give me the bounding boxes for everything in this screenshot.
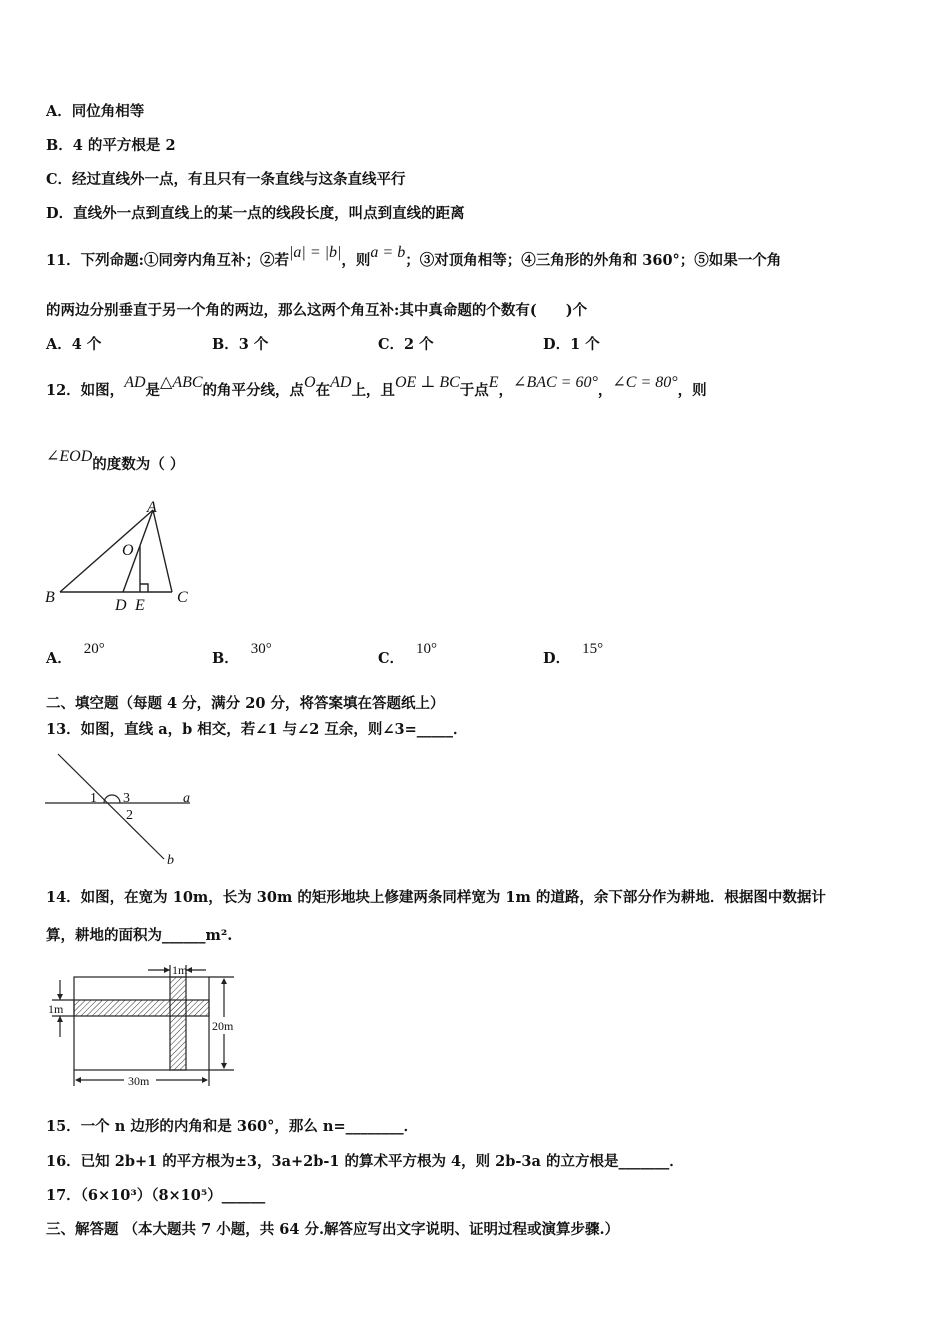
q11-text-3: ；③对顶角相等；④三角形的外角和 360°；⑤如果一个角 [405,252,782,269]
q11-option-d: D．1 个 [543,336,600,353]
q11-text-1: 11．下列命题:①同旁内角互补；②若 [46,252,290,269]
q12-math-perp: OE ⊥ BC [394,374,460,391]
dim-label-top: 1m [172,963,188,977]
q12-triangle-figure [40,500,210,620]
dim-label-right: 20m [212,1019,234,1033]
q12-math-o: O [304,374,316,391]
q12-option-a-value: 20° [83,641,105,657]
q11-option-a: A．4 个 [46,336,102,353]
dim-label-left: 1m [48,1002,64,1016]
q14-field-figure [44,962,254,1092]
q12-math-ad: AD [124,374,146,391]
q10-option-c: C．经过直线外一点，有且只有一条直线与这条直线平行 [46,171,406,188]
side-ac [153,510,172,592]
q11-line2: 的两边分别垂直于另一个角的两边，那么这两个角互补:其中真命题的个数有( )个 [46,302,588,319]
q12-text-8: ， [597,382,613,399]
q12-math-c: ∠C = 80° [612,374,678,391]
section-2-heading: 二、填空题（每题 4 分，满分 20 分，将答案填在答题纸上） [46,695,445,712]
q10-option-d: D．直线外一点到直线上的某一点的线段长度，叫点到直线的距离 [46,205,465,222]
angle-label-2: 2 [126,808,133,823]
q12-option-d-label: D． [543,650,571,667]
q12-option-c-label: C． [378,650,405,667]
q11-math-abs: |a| = |b| [289,244,342,261]
q11-math-eq: a = b [370,244,406,261]
q12-text-2: 是 [145,382,161,399]
q12-option-c-value: 10° [416,641,438,657]
arrow-right-up [221,978,227,984]
q17-text: 17．（6×10³）（8×10⁵）______ [46,1187,266,1204]
q15-text: 15．一个 n 边形的内角和是 360°，那么 n=________． [46,1118,419,1135]
arrow-left-up [57,1016,63,1022]
field-rectangle [74,977,209,1070]
label-o: O [122,542,134,559]
angle-label-1: 1 [90,791,97,806]
q12-math-bac: ∠BAC = 60° [513,374,598,391]
arrow-top-right [164,967,170,973]
line-b [58,754,164,859]
side-ab [60,510,153,592]
arrow-bottom-right [202,1077,208,1083]
q12-option-b-label: B． [212,650,239,667]
vertical-road [170,977,186,1070]
section-3-heading: 三、解答题 （本大题共 7 小题，共 64 分.解答应写出文字说明、证明过程或演算步骤.） [46,1221,620,1238]
dim-label-bottom: 30m [128,1074,150,1088]
q12-math-e: E [488,374,499,391]
q12-option-d-value: 15° [582,641,604,657]
arrow-right-down [221,1063,227,1069]
q11-text-2: ，则 [341,252,371,269]
q14-line2: 算，耕地的面积为______m². [46,927,233,944]
q12-text-9: ，则 [677,382,707,399]
q12-option-b [212,641,272,669]
q12-option-a [46,641,105,669]
q12-text-7: ， [498,382,514,399]
q13-intersecting-lines-figure [40,750,200,870]
q12-text-3: 的角平分线，点 [202,382,305,399]
label-b: B [45,589,55,606]
q16-text: 16．已知 2b+1 的平方根为±3，3a+2b-1 的算术平方根为 4，则 2b-3a 的立方根是_______． [46,1153,684,1170]
q11-option-b: B．3 个 [212,336,269,353]
q12-option-d [543,641,604,669]
line-label-b: b [167,853,174,868]
q10-option-b: B．4 的平方根是 2 [46,137,176,154]
arrow-bottom-left [75,1077,81,1083]
q12-text-10: 的度数为（ ） [92,456,185,473]
label-e: E [135,597,145,614]
q10-option-a: A．同位角相等 [46,103,145,120]
q12-option-c [378,641,438,669]
q12-option-b-value: 30° [250,641,272,657]
q12-math-ad2: AD [330,374,352,391]
q12-math-triangle: △ABC [160,374,203,391]
label-d: D [115,597,127,614]
q13-text: 13．如图，直线 a，b 相交，若∠1 与∠2 互余，则∠3=_____． [46,721,468,738]
q12-option-a-label: A． [46,650,72,667]
q12-line1 [46,374,707,401]
arrow-left-down [57,994,63,1000]
q12-text-4: 在 [315,382,331,399]
q11-line1 [46,244,782,271]
q12-text-5: 上，且 [351,382,395,399]
line-label-a: a [183,791,190,806]
q12-text-1: 12．如图， [46,382,125,399]
q11-option-c: C．2 个 [378,336,434,353]
q14-line1: 14．如图，在宽为 10m，长为 30m 的矩形地块上修建两条同样宽为 1m 的道路，余下部分作为耕地．根据图中数据计 [46,889,826,906]
angle-label-3: 3 [123,791,130,806]
horizontal-road [74,1000,209,1016]
right-angle-mark [140,584,148,592]
q12-math-eod: ∠EOD [46,448,93,465]
q12-text-6: 于点 [459,382,489,399]
q12-line2 [46,448,185,475]
label-c: C [177,589,188,606]
label-a: A [147,499,157,516]
